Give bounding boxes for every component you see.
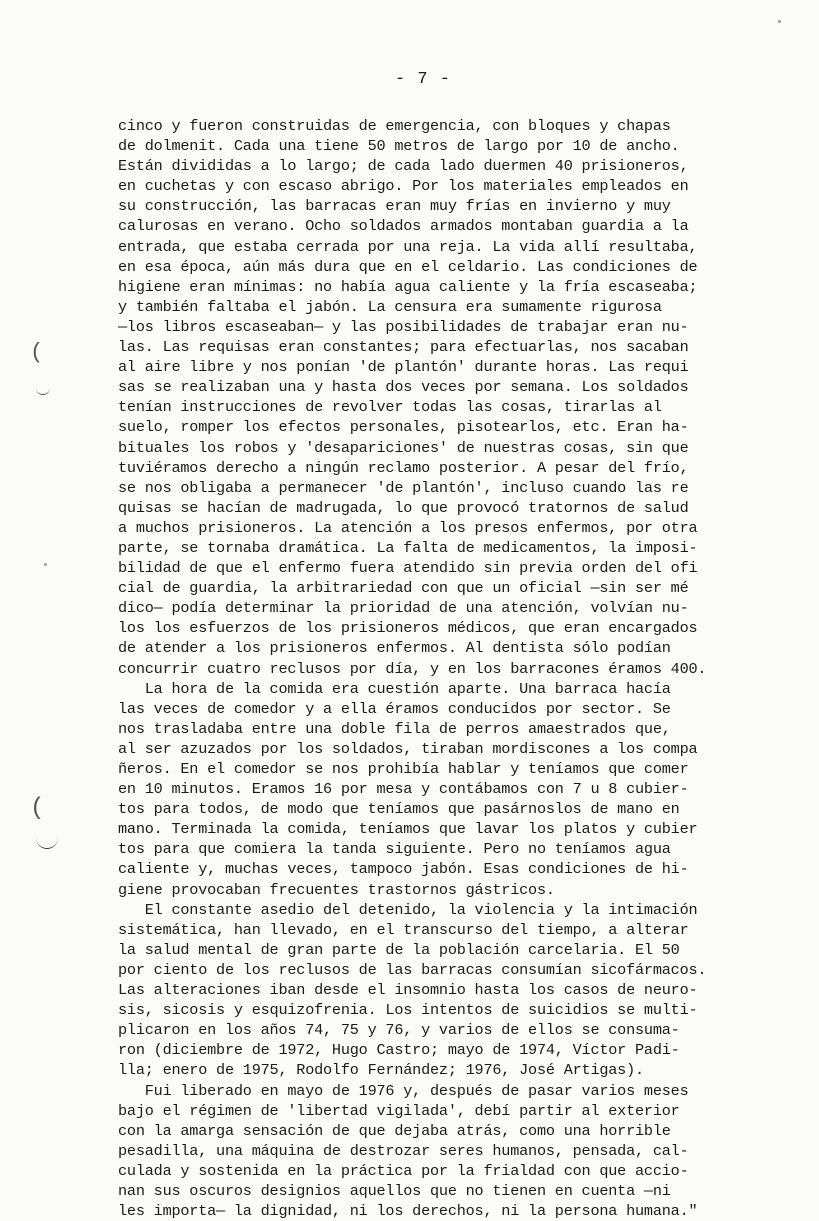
text-line: sas se realizaban una y hasta dos veces por semana. Los soldados <box>118 378 689 397</box>
margin-paren-mark: ( <box>30 340 44 365</box>
text-line: las. Las requisas eran constantes; para efectuarlas, nos sacaban <box>118 338 689 357</box>
text-line: de dolmenit. Cada una tiene 50 metros de largo por 10 de ancho. <box>118 137 680 156</box>
text-line: los los esfuerzos de los prisioneros médicos, que eran encargados <box>118 619 698 638</box>
text-line: las veces de comedor y a ella éramos conducidos por sector. Se <box>118 699 671 718</box>
text-line: concurrir cuatro reclusos por día, y en los barracones éramos 400. <box>118 659 707 678</box>
text-line: en 10 minutos. Eramos 16 por mesa y contábamos con 7 u 8 cubier- <box>118 780 689 799</box>
text-line: plicaron en los años 74, 75 y 76, y varios de ellos se consuma- <box>118 1021 680 1040</box>
margin-paren-mark: ( <box>30 795 45 822</box>
text-line: ron (diciembre de 1972, Hugo Castro; mayo de 1974, Víctor Padi- <box>118 1041 680 1060</box>
text-line: pesadilla, una máquina de destrozar seres humanos, pensada, cal- <box>118 1141 689 1160</box>
text-line: mano. Terminada la comida, teníamos que lavar los platos y cubier <box>118 820 698 839</box>
speck-mark <box>778 20 781 23</box>
text-line: sistemática, han llevado, en el transcurso del tiempo, a alterar <box>118 920 689 939</box>
speck-mark <box>44 563 47 566</box>
text-line: suelo, romper los efectos personales, pisotearlos, etc. Eran ha- <box>118 418 689 437</box>
body-text <box>118 116 758 1221</box>
text-line: tenían instrucciones de revolver todas las cosas, tirarlas al <box>118 398 662 417</box>
text-line: entrada, que estaba cerrada por una reja. La vida allí resultaba, <box>118 237 698 256</box>
text-line: bajo el régimen de 'libertad vigilada', debí partir al exterior <box>118 1101 680 1120</box>
text-line: culada y sostenida en la práctica por la frialdad con que accio- <box>118 1161 689 1180</box>
text-line: higiene eran mínimas: no había agua caliente y la fría escaseaba; <box>118 277 698 296</box>
text-line: parte, se tornaba dramática. La falta de medicamentos, la imposi- <box>118 538 698 557</box>
text-line: caliente y, muchas veces, tampoco jabón. Esas condiciones de hi- <box>118 860 689 879</box>
text-line: bituales los robos y 'desapariciones' de nuestras cosas, sin que <box>118 438 689 457</box>
text-line: en cuchetas y con escaso abrigo. Por los materiales empleados en <box>118 177 689 196</box>
text-line: nos trasladaba entre una doble fila de perros amaestrados que, <box>118 719 671 738</box>
text-line: bilidad de que el enfermo fuera atendido sin previa orden del ofi <box>118 559 698 578</box>
text-line: quisas se hacían de madrugada, lo que provocó tratornos de salud <box>118 498 689 517</box>
text-line: cial de guardia, la arbitrariedad con que un oficial —sin ser mé <box>118 579 689 598</box>
text-line: El constante asedio del detenido, la violencia y la intimación <box>118 900 698 919</box>
text-line: cinco y fueron construidas de emergencia, con bloques y chapas <box>118 117 671 135</box>
text-line: se nos obligaba a permanecer 'de plantón', incluso cuando las re <box>118 478 689 497</box>
text-line: dico— podía determinar la prioridad de una atención, volvían nu- <box>118 599 689 618</box>
text-line: tuviéramos derecho a ningún reclamo posterior. A pesar del frío, <box>118 458 689 477</box>
text-line: les importa— la dignidad, ni los derechos, ni la persona humana." <box>118 1202 698 1221</box>
text-line: de atender a los prisioneros enfermos. Al dentista sólo podían <box>118 639 671 658</box>
text-line: por ciento de los reclusos de las barracas consumían sicofármacos. <box>118 960 707 979</box>
text-line: —los libros escaseaban— y las posibilidades de trabajar eran nu- <box>118 317 689 336</box>
text-line: tos para todos, de modo que teníamos que pasárnoslos de mano en <box>118 800 680 819</box>
text-line: nan sus oscuros designios aquellos que no tienen en cuenta —ni <box>118 1181 671 1200</box>
text-line: lla; enero de 1975, Rodolfo Fernández; 1976, José Artigas). <box>118 1061 644 1080</box>
text-line: sis, sicosis y esquizofrenia. Los intentos de suicidios se multi- <box>118 1001 698 1020</box>
text-line: Fui liberado en mayo de 1976 y, después de pasar varios meses <box>118 1081 689 1100</box>
text-line: al aire libre y nos ponían 'de plantón' durante horas. Las requi <box>118 358 689 377</box>
text-line: al ser azuzados por los soldados, tiraban mordiscones a los compa <box>118 739 698 758</box>
text-line: tos para que comiera la tanda siguiente. Pero no teníamos agua <box>118 840 671 859</box>
text-line: la salud mental de gran parte de la población carcelaria. El 50 <box>118 940 680 959</box>
text-line: giene provocaban frecuentes trastornos gástricos. <box>118 880 555 899</box>
text-line: Están divididas a lo largo; de cada lado duermen 40 prisioneros, <box>118 157 689 176</box>
text-line: calurosas en verano. Ocho soldados armados montaban guardia a la <box>118 217 689 236</box>
text-line: a muchos prisioneros. La atención a los presos enfermos, por otra <box>118 518 698 537</box>
text-line: su construcción, las barracas eran muy frías en invierno y muy <box>118 197 671 216</box>
text-line: La hora de la comida era cuestión aparte. Una barraca hacía <box>118 679 671 698</box>
text-line: con la amarga sensación de que dejaba atrás, como una horrible <box>118 1121 671 1140</box>
margin-curve-mark <box>36 380 50 395</box>
text-line: en esa época, aún más dura que en el celdario. Las condiciones de <box>118 257 698 276</box>
page-number: - 7 - <box>395 70 452 89</box>
text-line: Las alteraciones iban desde el insomnio hasta los casos de neuro- <box>118 981 698 1000</box>
margin-curve-mark <box>36 830 58 849</box>
text-line: ñeros. En el comedor se nos prohibía hablar y teníamos que comer <box>118 760 689 778</box>
text-line: y también faltaba el jabón. La censura era sumamente rigurosa <box>118 297 662 316</box>
